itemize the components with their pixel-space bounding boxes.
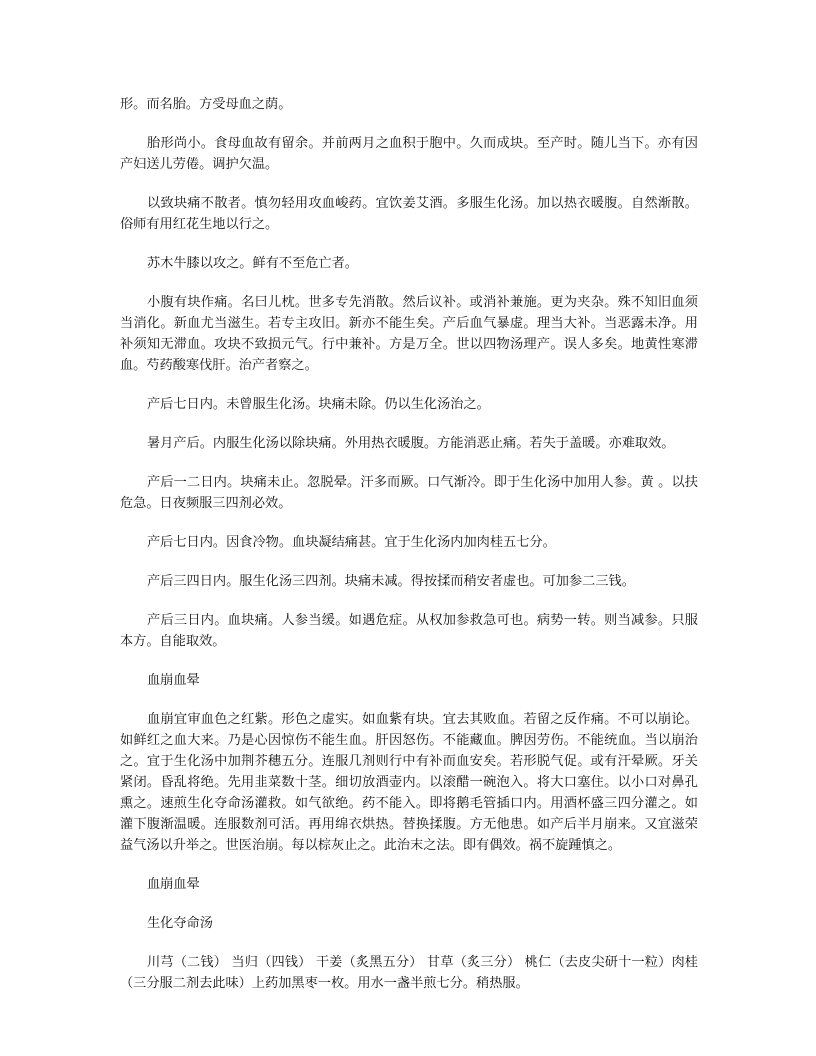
paragraph-9: 产后七日内。因食冷物。血块凝结痛甚。宜于生化汤内加肉桂五七分。: [147, 535, 556, 550]
recipe-ingredients: 川芎（二钱） 当归（四钱） 干姜（炙黑五分） 甘草（炙三分） 桃仁（去皮尖研十一粒）肉桂（三分服二剂去此味）上药加黑枣一枚。用水一盏半煎七分。稍热服。: [120, 955, 698, 991]
paragraph-1: 形。而名胎。方受母血之荫。: [120, 97, 292, 112]
paragraph-4: 苏木牛膝以攻之。鲜有不至危亡者。: [147, 256, 358, 271]
paragraph-3: 以致块痛不散者。慎勿轻用攻血峻药。宜饮姜艾酒。多服生化汤。加以热衣暖腹。自然渐散。俗师有用红花生地以行之。: [120, 196, 698, 232]
paragraph-12: 血崩宜审血色之红紫。形色之虚实。如血紫有块。宜去其败血。若留之反作痛。不可以崩论。如鲜红之血大来。乃是心因惊伤不能生血。肝因怒伤。不能藏血。脾因劳伤。不能统血。当以崩治之。宜于生化汤中加荆芥穗五分。连服几剂则行中有补而血安矣。若形脱气促。或有汗晕厥。牙关紧闭。昏乱将绝。先用韭菜数十茎。细切放酒壶内。以滚醋一碗泡入。将大口塞住。以小口对鼻孔熏之。速煎生化夺命汤灌救。如气欲绝。药不能入。即将鹅毛管插口内。用酒杯盛三四分灌之。如灌下腹渐温暖。连服数剂可活。再用绵衣烘热。替换揉腹。方无他患。如产后半月崩来。又宜滋荣益气汤以升举之。世医治崩。每以棕灰止之。此治末之法。即有偶效。祸不旋踵慎之。: [120, 712, 698, 853]
paragraph-7: 暑月产后。内服生化汤以除块痛。外用热衣暖腹。方能消恶止痛。若失于盖暖。亦难取效。: [147, 436, 675, 451]
recipe-title: 生化夺命汤: [147, 916, 213, 931]
section-heading-xuebeng-xueyun: 血崩血晕: [147, 673, 200, 688]
section-heading-xuebeng-xueyun-2: 血崩血晕: [147, 877, 200, 892]
paragraph-2: 胎形尚小。食母血故有留余。并前两月之血积于胞中。久而成块。至产时。随儿当下。亦有因产妇送儿劳倦。调护欠温。: [120, 136, 698, 172]
paragraph-11: 产后三日内。血块痛。人参当缓。如遇危症。从权加参救急可也。病势一转。则当减参。只服本方。自能取效。: [120, 613, 698, 649]
paragraph-10: 产后三四日内。服生化汤三四剂。块痛未减。得按揉而稍安者虚也。可加参二三钱。: [147, 574, 635, 589]
paragraph-8: 产后一二日内。块痛未止。忽脱晕。汗多而厥。口气渐冷。即于生化汤中加用人参。黄 。以扶危急。日夜频服三四剂必效。: [120, 475, 698, 511]
paragraph-5: 小腹有块作痛。名曰儿枕。世多专先消散。然后议补。或消补兼施。更为夹杂。殊不知旧血须当消化。新血尤当滋生。若专主攻旧。新亦不能生矣。产后血气暴虚。理当大补。当恶露未净。用补须知无滞血。攻块不致损元气。行中兼补。方是万全。世以四物汤理产。误人多矣。地黄性寒滞血。芍药酸寒伐肝。治产者察之。: [120, 295, 698, 373]
document-page: [120, 94, 698, 1012]
paragraph-6: 产后七日内。未曾服生化汤。块痛未除。仍以生化汤治之。: [147, 397, 490, 412]
